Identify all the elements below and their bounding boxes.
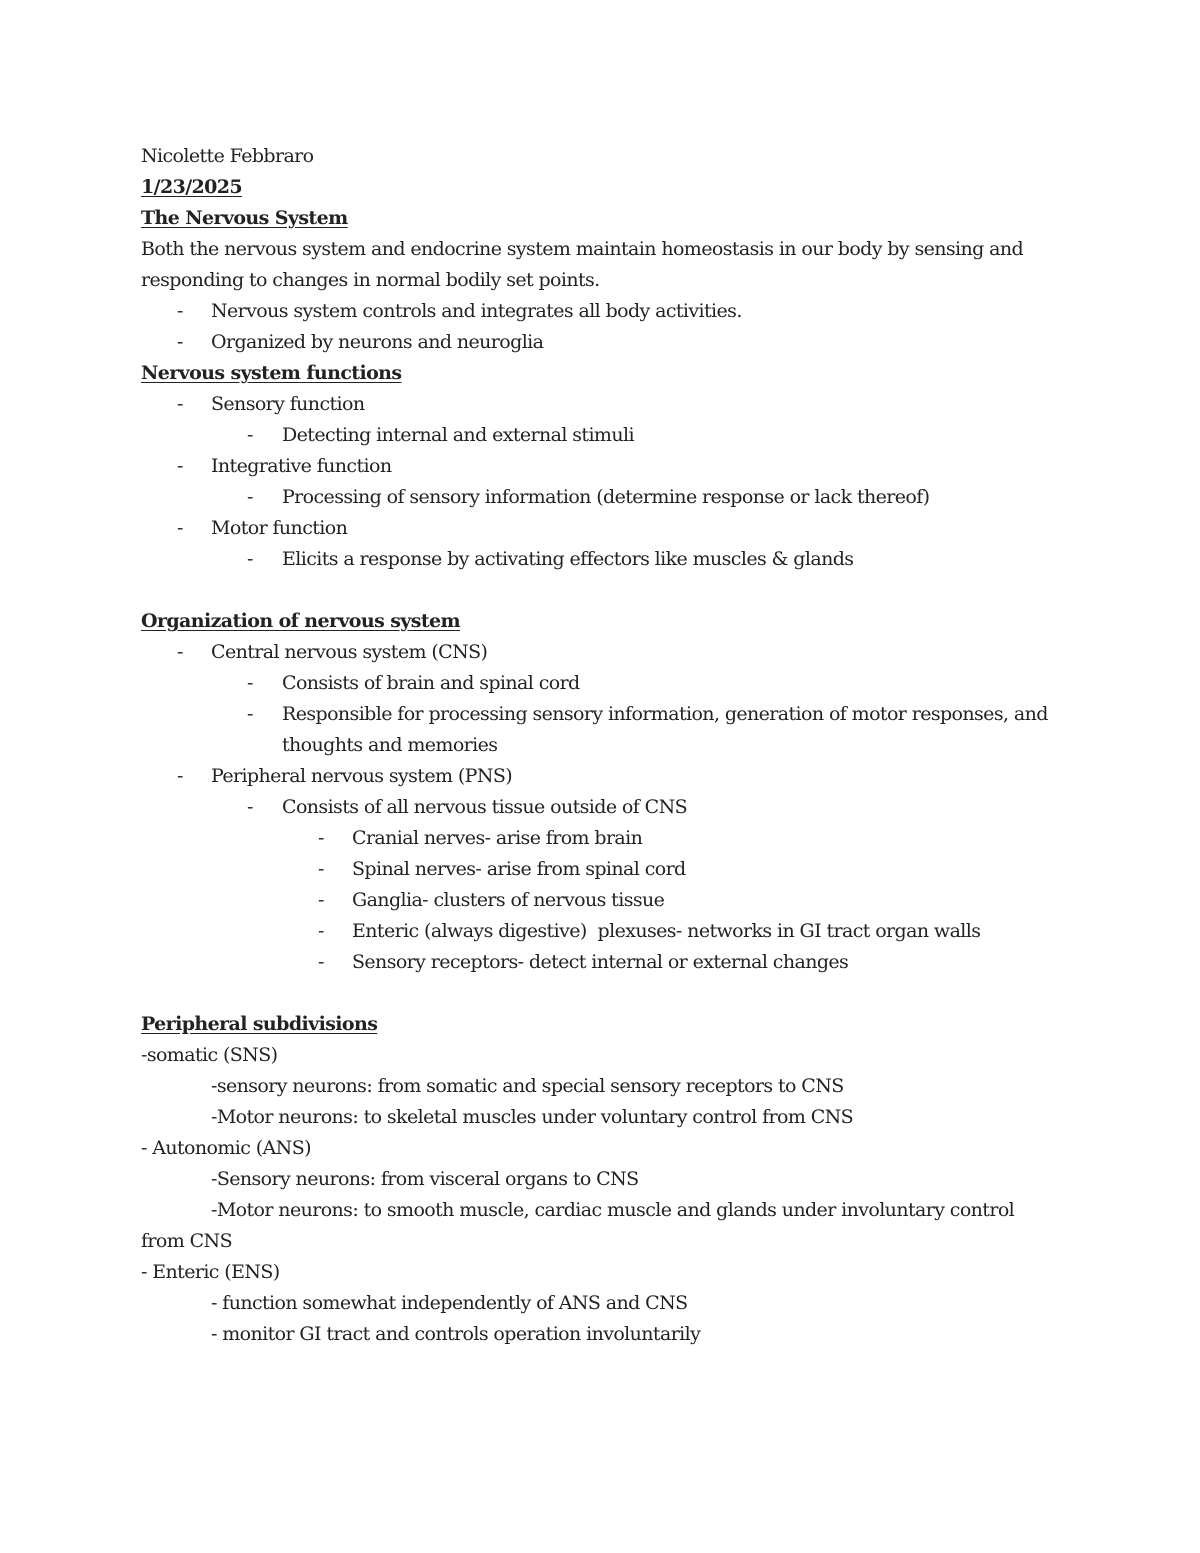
bullet-dash: - [318, 858, 324, 880]
somatic-label: -somatic (SNS) [141, 1044, 278, 1066]
bullet-text: Processing of sensory information (determine response or lack thereof) [282, 486, 930, 508]
autonomic-line: -Motor neurons: to smooth muscle, cardiac muscle and glands under involuntary control [211, 1199, 1015, 1221]
bullet-dash: - [177, 393, 183, 415]
autonomic-line-continuation: from CNS [141, 1230, 232, 1252]
bullet-text: Cranial nerves- arise from brain [352, 827, 643, 849]
bullet-dash: - [318, 827, 324, 849]
list-item [141, 823, 1071, 854]
bullet-dash: - [177, 765, 183, 787]
bullet-dash: - [247, 703, 253, 725]
bullet-text: Motor function [211, 517, 348, 539]
bullet-text: Ganglia- clusters of nervous tissue [352, 889, 665, 911]
bullet-dash: - [247, 424, 253, 446]
list-item [141, 699, 1071, 761]
bullet-dash: - [247, 796, 253, 818]
bullet-text: Responsible for processing sensory information, generation of motor responses, and thoughts and memories [282, 703, 1048, 756]
enteric-label: - Enteric (ENS) [141, 1261, 280, 1283]
list-item [141, 327, 1071, 358]
intro-paragraph: Both the nervous system and endocrine system maintain homeostasis in our body by sensing and responding to changes in normal bodily set points. [141, 238, 1024, 291]
list-item [141, 513, 1071, 544]
document-content [141, 141, 1071, 1350]
list-item [141, 451, 1071, 482]
bullet-dash: - [247, 486, 253, 508]
bullet-text: Nervous system controls and integrates all body activities. [211, 300, 742, 322]
somatic-line: -Motor neurons: to skeletal muscles under voluntary control from CNS [211, 1106, 854, 1128]
author-name: Nicolette Febbraro [141, 145, 314, 167]
bullet-text: Detecting internal and external stimuli [282, 424, 634, 446]
autonomic-label: - Autonomic (ANS) [141, 1137, 311, 1159]
list-item [141, 668, 1071, 699]
bullet-dash: - [177, 517, 183, 539]
bullet-text: Sensory receptors- detect internal or external changes [352, 951, 849, 973]
list-item [141, 885, 1071, 916]
bullet-text: Spinal nerves- arise from spinal cord [352, 858, 686, 880]
section-heading-organization: Organization of nervous system [141, 610, 460, 632]
bullet-dash: - [318, 920, 324, 942]
list-item [141, 854, 1071, 885]
list-item [141, 947, 1071, 978]
bullet-dash: - [177, 331, 183, 353]
bullet-text: Central nervous system (CNS) [211, 641, 488, 663]
somatic-line: -sensory neurons: from somatic and special sensory receptors to CNS [211, 1075, 844, 1097]
list-item [141, 761, 1071, 792]
section-heading-peripheral: Peripheral subdivisions [141, 1013, 378, 1035]
bullet-dash: - [247, 548, 253, 570]
section-heading-functions: Nervous system functions [141, 362, 402, 384]
blank-line [141, 575, 1071, 606]
list-item [141, 296, 1071, 327]
list-item [141, 637, 1071, 668]
bullet-dash: - [177, 300, 183, 322]
list-item [141, 916, 1071, 947]
enteric-line: - function somewhat independently of ANS and CNS [211, 1292, 688, 1314]
bullet-dash: - [318, 889, 324, 911]
bullet-dash: - [318, 951, 324, 973]
bullet-text: Sensory function [211, 393, 365, 415]
note-date: 1/23/2025 [141, 176, 243, 198]
autonomic-line: -Sensory neurons: from visceral organs to CNS [211, 1168, 639, 1190]
bullet-text: Enteric (always digestive) plexuses- networks in GI tract organ walls [352, 920, 981, 942]
list-item [141, 389, 1071, 420]
bullet-dash: - [247, 672, 253, 694]
bullet-text: Integrative function [211, 455, 392, 477]
enteric-line: - monitor GI tract and controls operation involuntarily [211, 1323, 701, 1345]
list-item [141, 420, 1071, 451]
document-title: The Nervous System [141, 207, 348, 229]
list-item [141, 482, 1071, 513]
bullet-text: Consists of all nervous tissue outside of CNS [282, 796, 688, 818]
bullet-text: Peripheral nervous system (PNS) [211, 765, 513, 787]
bullet-dash: - [177, 641, 183, 663]
list-item [141, 544, 1071, 575]
list-item [141, 792, 1071, 823]
bullet-text: Consists of brain and spinal cord [282, 672, 580, 694]
blank-line [141, 978, 1071, 1009]
bullet-dash: - [177, 455, 183, 477]
bullet-text: Elicits a response by activating effectors like muscles & glands [282, 548, 854, 570]
bullet-text: Organized by neurons and neuroglia [211, 331, 544, 353]
